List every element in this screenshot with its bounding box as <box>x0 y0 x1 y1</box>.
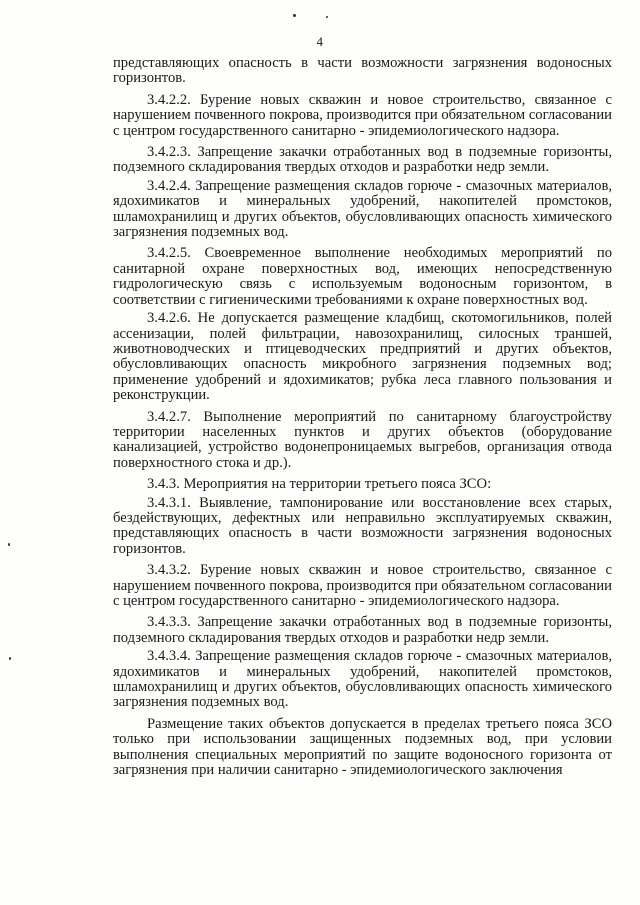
paragraph: 3.4.3.1. Выявление, тампонирование или восстановление всех старых, бездействующих, дефектных или неправильно эксплуатируемых скважин, представляющих опасность в части возможности загрязнения водоносных горизонтов. <box>113 494 612 557</box>
scan-speck <box>326 16 328 18</box>
paragraph: 3.4.3.2. Бурение новых скважин и новое строительство, связанное с нарушением почвенного покрова, производится при обязательном согласовании с центром государственного санитарно - эпидемиологического надзора. <box>113 562 612 609</box>
paragraph: Размещение таких объектов допускается в пределах третьего пояса ЗСО только при использовании защищенных подземных вод, при условии выполнения специальных мероприятий по защите водоносного горизонта от загрязнения при наличии санитарно - эпидемиологического заключения <box>113 715 612 779</box>
paragraph: 3.4.3.4. Запрещение размещения складов горюче - смазочных материалов, ядохимикатов и минеральных удобрений, накопителей промстоков, шламохранилищ и других объектов, обусловливающих опасность химического загрязнения подземных вод. <box>113 648 612 711</box>
paragraph: 3.4.3.3. Запрещение закачки отработанных вод в подземные горизонты, подземного складирования твердых отходов и разработки недр земли. <box>113 614 612 646</box>
page-number: 4 <box>316 34 324 49</box>
paragraph: 3.4.3. Мероприятия на территории третьего пояса ЗСО: <box>147 476 492 493</box>
scan-speck <box>8 543 10 546</box>
scan-speck <box>293 14 296 17</box>
paragraph: 3.4.2.5. Своевременное выполнение необходимых мероприятий по санитарной охране поверхностных вод, имеющих непосредственную гидрологическую связь с используемым водоносным горизонтом, в соответствии с гигиеническими требованиями к охране поверхностных вод. <box>113 245 612 308</box>
paragraph: 3.4.2.3. Запрещение закачки отработанных вод в подземные горизонты, подземного складирования твердых отходов и разработки недр земли. <box>113 144 612 176</box>
scan-speck <box>9 657 11 660</box>
paragraph: 3.4.2.7. Выполнение мероприятий по санитарному благоустройству территории населенных пунктов и других объектов (оборудование канализацией, устройство водонепроницаемых выгребов, организация отвода поверхностного стока и др.). <box>113 408 612 471</box>
document-body <box>113 56 612 778</box>
paragraph: 3.4.2.6. Не допускается размещение кладбищ, скотомогильников, полей ассенизации, полей фильтрации, навозохранилищ, силосных траншей, животноводческих и птицеводческих предприятий и других объектов, обусловливающих опасность микробного загрязнения подземных вод; применение удобрений и ядохимикатов; рубка леса главного пользования и реконструкции. <box>113 310 612 404</box>
paragraph: 3.4.2.4. Запрещение размещения складов горюче - смазочных материалов, ядохимикатов и минеральных удобрений, накопителей промстоков, шламохранилищ и других объектов, обусловливающих опасность химического загрязнения подземных вод. <box>113 177 612 241</box>
paragraph: 3.4.2.2. Бурение новых скважин и новое строительство, связанное с нарушением почвенного покрова, производится при обязательном согласовании с центром государственного санитарно - эпидемиологического надзора. <box>113 91 612 139</box>
paragraph: представляющих опасность в части возможности загрязнения водоносных горизонтов. <box>113 55 612 87</box>
